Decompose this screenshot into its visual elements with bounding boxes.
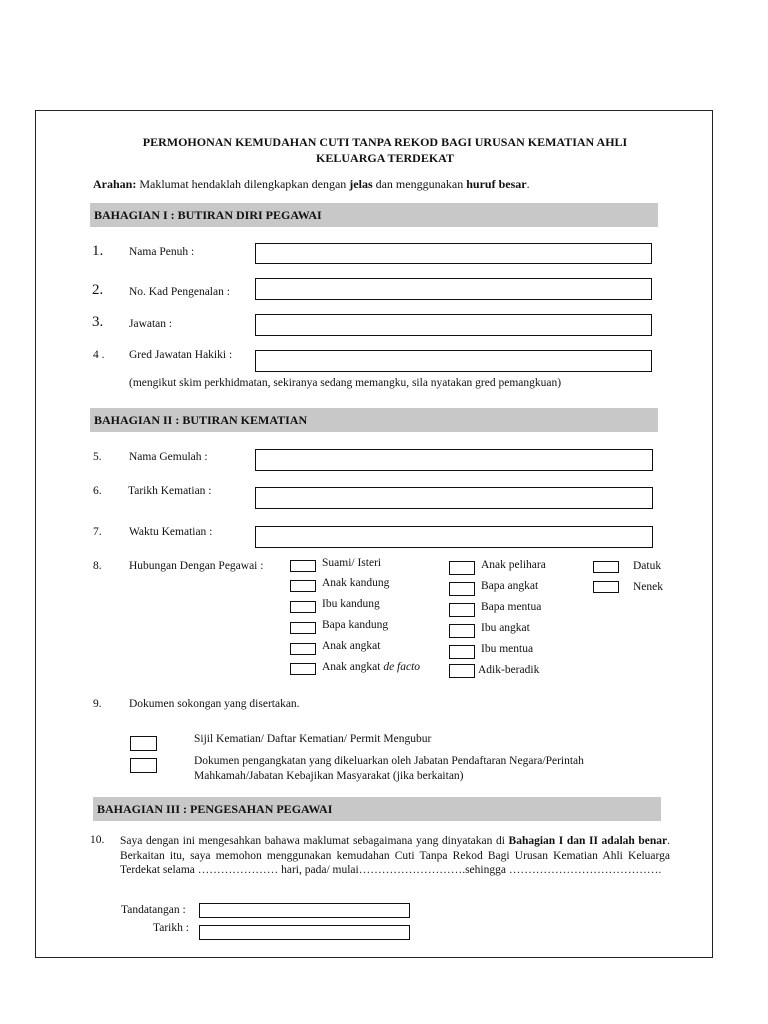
- checkbox-dokumen-pengangkatan[interactable]: [130, 758, 157, 773]
- rel-adik-beradik: Adik-beradik: [478, 664, 540, 676]
- rel-anak-angkat-de-facto-text: Anak angkat: [322, 661, 381, 673]
- q6-number: 6.: [93, 485, 102, 497]
- rel-datuk: Datuk: [633, 560, 662, 572]
- q5-number: 5.: [93, 451, 102, 463]
- checkbox-anak-kandung[interactable]: [290, 580, 316, 592]
- rel-ibu-kandung: Ibu kandung: [322, 598, 380, 610]
- form-title-line2: KELUARGA TERDEKAT: [316, 151, 454, 165]
- instructions: [93, 177, 530, 192]
- form-title: [100, 134, 670, 166]
- rel-nenek: Nenek: [633, 581, 664, 593]
- q2-label: No. Kad Pengenalan :: [129, 286, 230, 298]
- date-label: Tarikh :: [153, 922, 189, 934]
- signature-field[interactable]: [199, 903, 410, 918]
- rel-anak-pelihara: Anak pelihara: [481, 559, 546, 571]
- q7-label: Waktu Kematian :: [129, 526, 213, 538]
- section1-heading: BAHAGIAN I : BUTIRAN DIRI PEGAWAI: [94, 208, 322, 222]
- section3-heading: BAHAGIAN III : PENGESAHAN PEGAWAI: [97, 802, 333, 816]
- grade-field[interactable]: [255, 350, 652, 372]
- section2-heading-band: [90, 408, 658, 432]
- q6-label: Tarikh Kematian :: [128, 485, 212, 497]
- q9-label: Dokumen sokongan yang disertakan.: [129, 698, 300, 710]
- q9-number: 9.: [93, 698, 102, 710]
- checkbox-bapa-mentua[interactable]: [449, 603, 475, 617]
- instruction-text2: dan menggunakan: [375, 177, 464, 191]
- checkbox-datuk[interactable]: [593, 561, 619, 573]
- checkbox-adik-beradik[interactable]: [449, 664, 475, 678]
- rel-anak-kandung: Anak kandung: [322, 577, 390, 589]
- q8-label: Hubungan Dengan Pegawai :: [129, 560, 264, 572]
- grade-note: (mengikut skim perkhidmatan, sekiranya sedang memangku, sila nyatakan gred pemangkuan): [129, 377, 562, 389]
- doc-pengangkatan-line1: Dokumen pengangkatan yang dikeluarkan oleh Jabatan Pendaftaran Negara/Perintah: [194, 755, 584, 767]
- q1-label: Nama Penuh :: [129, 246, 195, 258]
- full-name-field[interactable]: [255, 243, 652, 264]
- ic-number-field[interactable]: [255, 278, 652, 300]
- instruction-end: .: [526, 177, 530, 191]
- checkbox-sijil-kematian[interactable]: [130, 736, 157, 751]
- q10-number: 10.: [90, 834, 105, 846]
- q2-number: 2.: [92, 282, 104, 298]
- instruction-bold1: jelas: [349, 177, 373, 191]
- q10-declaration: [120, 834, 670, 878]
- death-time-field[interactable]: [255, 526, 653, 548]
- checkbox-anak-angkat[interactable]: [290, 643, 316, 655]
- rel-ibu-mentua: Ibu mentua: [481, 643, 534, 655]
- q3-number: 3.: [92, 314, 104, 330]
- section3-heading-band: [93, 797, 661, 821]
- date-field[interactable]: [199, 925, 410, 940]
- checkbox-ibu-angkat[interactable]: [449, 624, 475, 638]
- q10-text1: Saya dengan ini mengesahkan bahawa maklumat sebagaimana yang dinyatakan di: [120, 835, 505, 847]
- rel-anak-angkat: Anak angkat: [322, 640, 381, 652]
- q1-number: 1.: [92, 243, 104, 259]
- signature-label: Tandatangan :: [121, 904, 186, 916]
- rel-bapa-kandung: Bapa kandung: [322, 619, 389, 631]
- q10-text2: . Berkaitan itu, saya memohon menggunakan kemudahan Cuti Tanpa Rekod Bagi Urusan Kematian Ahli Keluarga Terdekat selama ………………… hari, pada/ mulai……………………….sehingga ………………………………….: [120, 835, 671, 876]
- rel-anak-angkat-de-facto: [322, 661, 420, 673]
- checkbox-bapa-kandung[interactable]: [290, 622, 316, 634]
- instruction-text1: Maklumat hendaklah dilengkapkan dengan: [139, 177, 347, 191]
- q7-number: 7.: [93, 526, 102, 538]
- checkbox-nenek[interactable]: [593, 581, 619, 593]
- q4-label: Gred Jawatan Hakiki :: [129, 349, 233, 361]
- instruction-bold2: huruf besar: [466, 177, 527, 191]
- rel-bapa-mentua: Bapa mentua: [481, 601, 542, 613]
- form-title-line1: PERMOHONAN KEMUDAHAN CUTI TANPA REKOD BAGI URUSAN KEMATIAN AHLI: [142, 135, 628, 149]
- doc-pengangkatan-line2: Mahkamah/Jabatan Kebajikan Masyarakat (jika berkaitan): [194, 770, 464, 782]
- deceased-name-field[interactable]: [255, 449, 653, 471]
- q4-number: 4 .: [93, 349, 105, 361]
- rel-ibu-angkat: Ibu angkat: [481, 622, 530, 634]
- q5-label: Nama Gemulah :: [129, 451, 208, 463]
- checkbox-bapa-angkat[interactable]: [449, 582, 475, 596]
- q10-bold: Bahagian I dan II adalah benar: [508, 835, 668, 847]
- checkbox-ibu-kandung[interactable]: [290, 601, 316, 613]
- section1-heading-band: [90, 203, 658, 227]
- rel-suami-isteri: Suami/ Isteri: [322, 557, 382, 569]
- q3-label: Jawatan :: [129, 318, 173, 330]
- position-field[interactable]: [255, 314, 652, 336]
- checkbox-anak-pelihara[interactable]: [449, 561, 475, 575]
- doc-sijil-kematian: Sijil Kematian/ Daftar Kematian/ Permit Mengubur: [194, 733, 432, 745]
- checkbox-suami-isteri[interactable]: [290, 560, 316, 572]
- checkbox-anak-angkat-de-facto[interactable]: [290, 663, 316, 675]
- death-date-field[interactable]: [255, 487, 653, 509]
- section2-heading: BAHAGIAN II : BUTIRAN KEMATIAN: [94, 413, 308, 427]
- q8-number: 8.: [93, 560, 102, 572]
- instruction-label: Arahan:: [93, 177, 137, 191]
- rel-de-facto-italic: de facto: [383, 661, 421, 673]
- checkbox-ibu-mentua[interactable]: [449, 645, 475, 659]
- rel-bapa-angkat: Bapa angkat: [481, 580, 539, 592]
